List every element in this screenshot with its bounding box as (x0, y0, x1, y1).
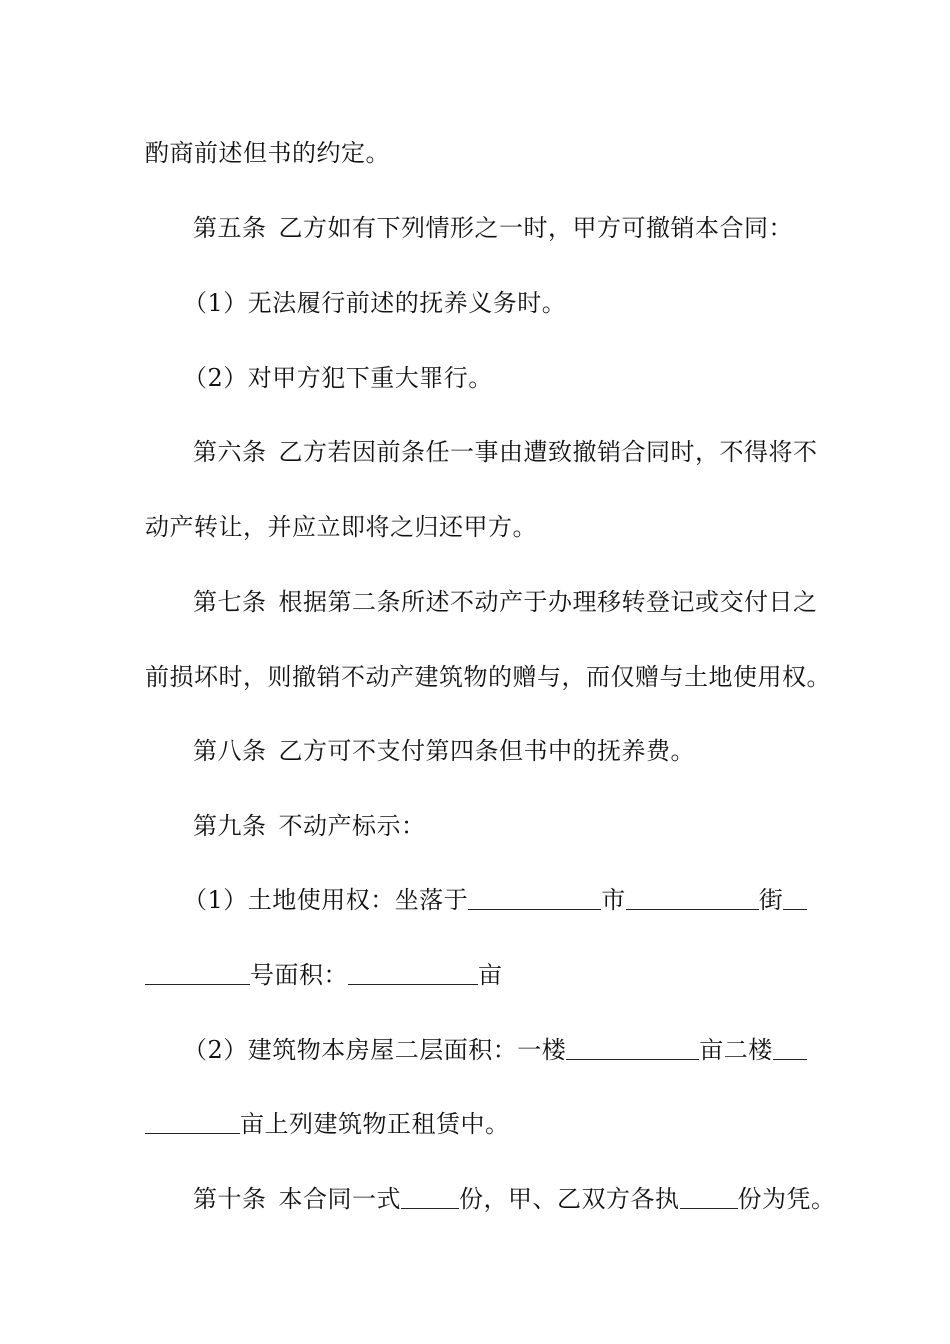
fill-in-blank (348, 962, 478, 985)
fill-in-blank (145, 962, 250, 985)
list-item (0, 1030, 950, 1070)
line-text: 乙方可不支付第四条但书中的抚养费。 (278, 737, 695, 765)
line-text: 动产转让，并应立即将之归还甲方。 (145, 513, 537, 541)
line-text: 前损坏时，则撤销不动产建筑物的赠与，而仅赠与土地使用权。 (145, 663, 831, 691)
article-8-heading (0, 731, 950, 771)
paragraph-line (0, 507, 950, 547)
fill-in-blank (145, 1111, 240, 1134)
article-10-heading (0, 1179, 950, 1219)
paragraph-line (0, 133, 950, 173)
line-text: 亩上列建筑物正租赁中。 (240, 1110, 510, 1138)
line-text: （2）对甲方犯下重大罪行。 (183, 364, 493, 392)
line-text: 不动产标示： (278, 812, 426, 840)
line-text: 酌商前述但书的约定。 (145, 139, 390, 167)
list-item (0, 283, 950, 323)
line-text: 街 (758, 886, 784, 914)
line-text: 根据第二条所述不动产于办理移转登记或交付日之 (278, 588, 818, 616)
article-label: 第八条 (193, 737, 267, 765)
article-6-heading (0, 432, 950, 472)
fill-in-blank (773, 1037, 807, 1060)
line-text: （1）土地使用权：坐落于 (183, 886, 469, 914)
paragraph-line (0, 1104, 950, 1144)
article-label: 第六条 (193, 438, 267, 466)
line-text: 本合同一式 (278, 1185, 401, 1213)
line-text: （2）建筑物本房屋二层面积：一楼 (183, 1036, 567, 1064)
article-label: 第九条 (193, 812, 267, 840)
article-7-heading (0, 582, 950, 622)
article-label: 第五条 (193, 214, 267, 242)
article-label: 第七条 (193, 588, 267, 616)
fill-in-blank (401, 1186, 459, 1209)
line-text: 乙方若因前条任一事由遭致撤销合同时，不得将不 (278, 438, 818, 466)
fill-in-blank (626, 887, 759, 910)
line-text: 乙方如有下列情形之一时，甲方可撤销本合同： (278, 214, 793, 242)
list-item (0, 358, 950, 398)
line-text: 份，甲、乙双方各执 (459, 1185, 680, 1213)
article-5-heading (0, 208, 950, 248)
paragraph-line (0, 955, 950, 995)
line-text: 亩二楼 (699, 1036, 773, 1064)
article-label: 第十条 (193, 1185, 267, 1213)
line-text: 市 (601, 886, 626, 914)
fill-in-blank (468, 887, 601, 910)
article-9-heading (0, 806, 950, 846)
fill-in-blank (680, 1186, 738, 1209)
line-text: 亩 (478, 961, 503, 989)
fill-in-blank (783, 887, 807, 910)
paragraph-line (0, 657, 950, 697)
line-text: 号面积： (250, 961, 348, 989)
fill-in-blank (566, 1037, 699, 1060)
list-item (0, 880, 950, 920)
line-text: （1）无法履行前述的抚养义务时。 (183, 289, 567, 317)
line-text: 份为凭。 (737, 1185, 836, 1213)
